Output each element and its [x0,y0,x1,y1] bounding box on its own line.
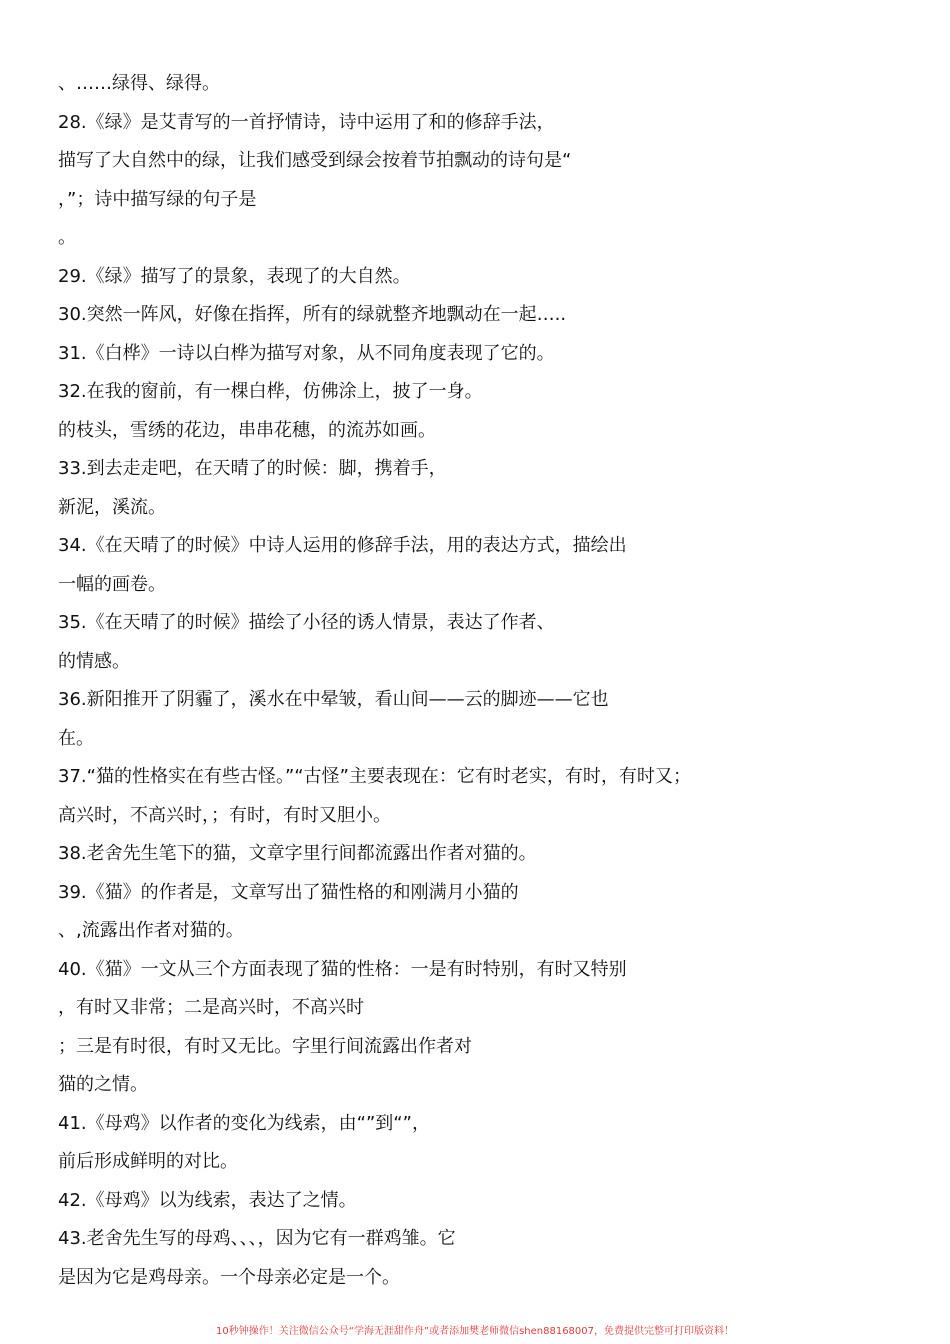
question-text: 39.《猫》的作者是 [58,881,213,903]
worksheet-line [58,604,908,643]
worksheet-line [58,258,908,297]
worksheet-line [58,489,908,528]
question-text: ”， [402,1112,430,1134]
question-text: 42.《母鸡》以 [58,1189,177,1211]
worksheet-line [58,181,908,220]
question-text: 的枝头，雪绣的花边 [58,419,220,441]
worksheet-line [58,219,908,258]
question-text: 。 [225,920,244,941]
question-text: 中晕皱，看山间 [302,689,429,710]
question-text: ，有时又无比 [166,1035,274,1057]
question-text: 、 [58,73,76,94]
worksheet-line [58,142,908,181]
question-text: ，串串花穗 [220,419,310,441]
worksheet-line [58,643,908,682]
question-text: 去走走吧，在天晴了的时候： [104,458,339,479]
question-text: ， [58,188,67,210]
question-text: 、 [536,612,555,633]
question-text: 、 [58,920,76,941]
question-text: 之情。 [94,1074,148,1095]
question-text: 35.《在天晴了的时候》描绘了小径 [58,612,339,633]
worksheet-line [58,797,908,836]
worksheet-line [58,835,908,874]
worksheet-line [58,566,908,605]
question-text: 之情。 [302,1189,357,1211]
question-text: 飘动在一起….. [446,304,567,325]
worksheet-line [58,1028,908,1067]
question-text: ”到“ [365,1112,403,1134]
question-text: 、 [239,1228,249,1249]
question-text: 37.“猫的性格实在有些古怪。”“古怪”主要表现在：它有时老实，有时 [58,766,601,787]
question-text: 前后形成鲜明的对比。 [58,1151,238,1172]
question-text: 在 [58,727,76,749]
question-text: 36.新阳推开了阴霾了，溪水在 [58,689,303,710]
question-text: ，因为它有一群鸡雏。它 [257,1228,456,1249]
question-text: 43.老舍先生写的母鸡 [58,1228,231,1249]
question-text: 的诱人情景，表达了作者 [338,612,537,633]
question-text: ； [672,766,691,787]
worksheet-line [58,1259,908,1298]
worksheet-line [58,1066,908,1105]
question-text: 的景象，表现了 [194,265,321,287]
question-text: ，披了一身 [374,381,465,402]
question-text: 、 [248,1228,258,1249]
worksheet-line [58,335,908,374]
question-text: 和刚满月小猫的 [392,881,519,903]
question-text: ,流露出作者对猫的 [76,920,226,941]
worksheet-line [58,681,908,720]
question-text: ；二是高兴时 [166,997,274,1018]
question-text: ，有时又特别 [518,958,627,980]
question-text: 。字里行间流露出作者对 [274,1035,472,1057]
question-text: 猫的 [58,1074,94,1095]
worksheet-line [58,450,908,489]
worksheet-line [58,720,908,759]
question-text: ，不高兴时， [112,804,211,826]
question-text: 在指挥，所有的绿就整齐地 [230,304,447,325]
worksheet-line [58,1143,908,1182]
question-text: 。 [202,73,220,94]
question-text: 41.《母鸡》以作者的 [58,1112,231,1134]
question-text: 的大自然。 [320,265,411,287]
question-text: ——云的脚迹——它也 [428,689,609,710]
worksheet-line [58,296,908,335]
question-text: ……绿得 [76,73,148,94]
question-text: ，有时又非常 [58,997,166,1018]
worksheet-line [58,104,908,143]
question-text: 是因为它是鸡母亲。一个母亲必定是一个 [58,1266,382,1288]
worksheet-line [58,951,908,990]
question-text: 31.《白桦》一诗以白桦为描写对象，从不同角度表现了它的 [58,342,537,364]
worksheet-content [58,65,908,1297]
question-text: 的表达方式，描绘出 [464,535,627,556]
question-text: 。 [58,227,76,248]
question-text: 40.《猫》一文从三个方面表现了猫 [58,958,339,980]
worksheet-line [58,758,908,797]
question-text: 的画卷。 [94,573,166,595]
question-text: 。 [536,342,555,364]
worksheet-line [58,1105,908,1144]
worksheet-line [58,65,908,104]
question-text: 新泥， [58,496,112,518]
question-text: 的修辞手法， [446,111,555,133]
question-text: 脚，携着手， [338,458,447,479]
question-text: 。 [76,727,94,749]
worksheet-line [58,989,908,1028]
worksheet-line [58,373,908,412]
question-text: ，有时又 [600,766,673,787]
question-text: 。 [464,381,483,402]
worksheet-line [58,912,908,951]
question-text: 、 [230,1228,240,1249]
question-text: 33.到 [58,458,105,479]
question-text: ，文章字里行间都流露出作者对猫的 [230,843,519,864]
question-text: ， [310,419,328,441]
question-text: 28.《绿》是艾青写的一首抒情诗，诗中运用了 [58,111,429,133]
question-text: 一幅 [58,573,94,595]
question-text: 34.《在天晴了的时候》中诗人运用 [58,535,339,556]
question-text: 32.在我的窗前，有一棵白桦，仿佛涂上 [58,381,375,402]
question-text: 高兴时 [58,804,112,826]
worksheet-line [58,412,908,451]
question-text: 和 [428,111,447,133]
question-text: 。 [382,1266,400,1288]
question-text: 的流苏如画。 [328,419,436,441]
question-text: 溪流。 [112,496,166,518]
question-text: 29.《绿》描写了 [58,265,195,287]
question-text: ，文章写出了猫性格的 [212,881,393,903]
worksheet-line [58,874,908,913]
worksheet-line [58,1220,908,1259]
question-text: 变化为线索，由“ [230,1112,366,1134]
question-text: ，有时又胆小。 [265,804,391,826]
worksheet-line [58,527,908,566]
question-text: ；三是有时很 [58,1035,166,1057]
question-text: 的情感。 [58,650,130,672]
worksheet-line [58,1182,908,1221]
question-text: 30.突然一阵风，好像 [58,304,231,325]
question-text: 的性格：一是有时特别 [338,958,519,980]
question-text: 描写了大自然中的绿，让我们感受到绿会按着节拍飘动的诗句是“ [58,150,572,171]
question-text: 的修辞手法，用 [338,535,465,556]
footer-notice: 10秒钟操作！关注微信公众号“学海无涯甜作舟”或者添加樊老师微信shen88168007，免费提供完整可打印版资料！ [215,1326,735,1337]
question-text: ，不高兴时 [274,997,364,1018]
question-text: 为线索，表达了 [176,1189,303,1211]
question-text: ；有时 [211,804,265,826]
question-text: ”；诗中描写绿的句子是 [67,188,257,210]
question-text: 、绿得 [148,73,202,94]
question-text: 。 [518,843,537,864]
question-text: 38.老舍先生笔下的猫 [58,843,231,864]
